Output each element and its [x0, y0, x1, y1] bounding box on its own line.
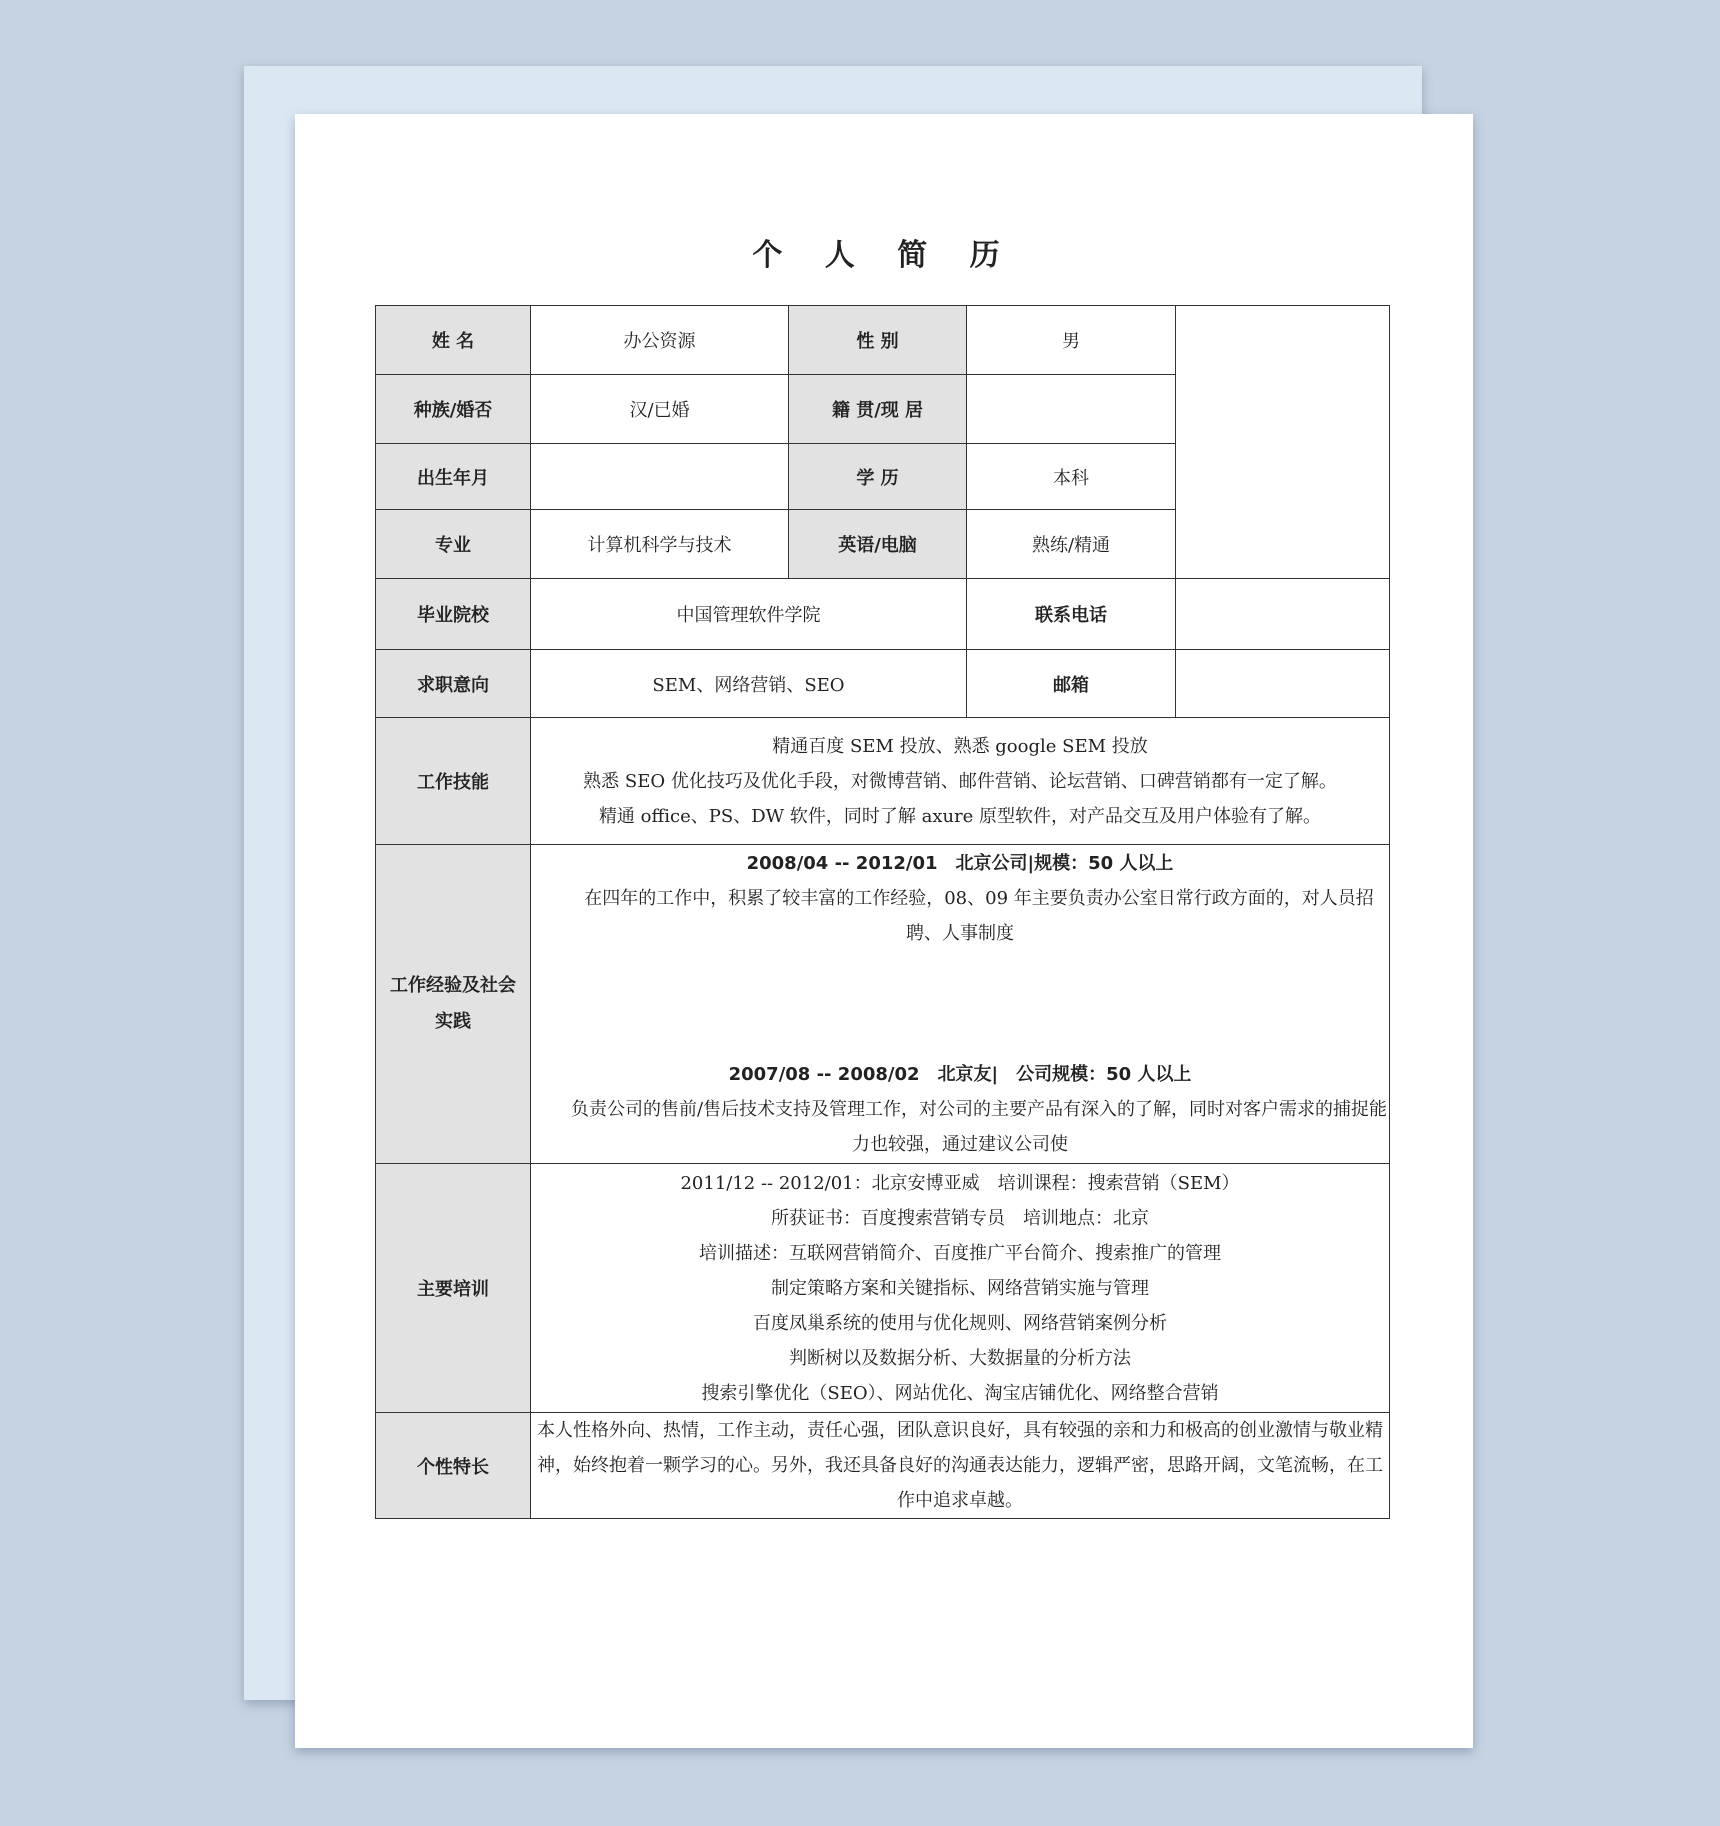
personality-text: 本人性格外向、热情，工作主动，责任心强，团队意识良好，具有较强的亲和力和极高的创业激情与敬业精神，始终抱着一颗学习的心。另外，我还具备良好的沟通表达能力，逻辑严密，思路开阔，文笔流畅，在工作中追求卓越。: [537, 1420, 1383, 1511]
skills-label: 工作技能: [376, 718, 531, 845]
name-value: 办公资源: [531, 306, 789, 375]
gender-label: 性 别: [789, 306, 967, 375]
education-value: 本科: [967, 444, 1176, 510]
training-line: 搜索引擎优化（SEO）、网站优化、淘宝店铺优化、网络整合营销: [701, 1382, 1219, 1404]
personality-label: 个性特长: [376, 1413, 531, 1519]
resume-page: [295, 114, 1473, 1748]
skills-line: 熟悉 SEO 优化技巧及优化手段，对微博营销、邮件营销、论坛营销、口碑营销都有一定了解。: [583, 770, 1337, 792]
experience-label-line2: 实践: [435, 1011, 471, 1032]
email-value: [1176, 650, 1390, 718]
row-school: [376, 579, 1390, 650]
birth-label: 出生年月: [376, 444, 531, 510]
english-label: 英语/电脑: [789, 510, 967, 579]
experience-content: [531, 845, 1390, 1164]
experience-header: 2007/08 -- 2008/02 北京友| 公司规模：50 人以上: [728, 1064, 1192, 1085]
skills-line: 精通 office、PS、DW 软件，同时了解 axure 原型软件，对产品交互及用户体验有了解。: [598, 805, 1322, 827]
phone-label: 联系电话: [967, 579, 1176, 650]
training-label: 主要培训: [376, 1164, 531, 1413]
phone-value: [1176, 579, 1390, 650]
personality-content: [531, 1413, 1390, 1519]
birth-value: [531, 444, 789, 510]
page-title: 个 人 简 历: [752, 238, 1016, 273]
major-value: 计算机科学与技术: [531, 510, 789, 579]
intent-label: 求职意向: [376, 650, 531, 718]
major-label: 专业: [376, 510, 531, 579]
row-name: [376, 306, 1390, 375]
hometown-label: 籍 贯/现 居: [789, 375, 967, 444]
row-training: [376, 1164, 1390, 1413]
experience-text: 在四年的工作中，积累了较丰富的工作经验，08、09 年主要负责办公室日常行政方面的，对人员招聘、人事制度: [584, 888, 1374, 944]
hometown-value: [967, 375, 1176, 444]
training-line: 百度凤巢系统的使用与优化规则、网络营销案例分析: [753, 1312, 1167, 1334]
gender-value: 男: [967, 306, 1176, 375]
experience-text: 负责公司的售前/售后技术支持及管理工作，对公司的主要产品有深入的了解，同时对客户需求的捕捉能力也较强，通过建议公司使: [570, 1099, 1388, 1155]
row-intent: [376, 650, 1390, 718]
training-content: [531, 1164, 1390, 1413]
row-experience: [376, 845, 1390, 1164]
training-line: 制定策略方案和关键指标、网络营销实施与管理: [771, 1277, 1149, 1299]
training-line: 所获证书：百度搜索营销专员 培训地点：北京: [771, 1207, 1149, 1229]
email-label: 邮箱: [967, 650, 1176, 718]
school-label: 毕业院校: [376, 579, 531, 650]
intent-value: SEM、网络营销、SEO: [531, 650, 967, 718]
training-line: 培训描述：互联网营销简介、百度推广平台简介、搜索推广的管理: [699, 1242, 1221, 1264]
skills-content: [531, 718, 1390, 845]
resume-table: [375, 305, 1390, 1519]
experience-header: 2008/04 -- 2012/01 北京公司|规模：50 人以上: [746, 853, 1174, 874]
school-value: 中国管理软件学院: [531, 579, 967, 650]
name-label: 姓 名: [376, 306, 531, 375]
training-line: 2011/12 -- 2012/01：北京安博亚威 培训课程：搜索营销（SEM）: [680, 1172, 1240, 1194]
ethnicity-value: 汉/已婚: [531, 375, 789, 444]
row-personality: [376, 1413, 1390, 1519]
training-line: 判断树以及数据分析、大数据量的分析方法: [789, 1347, 1131, 1369]
photo-box: [1176, 306, 1390, 579]
education-label: 学 历: [789, 444, 967, 510]
experience-label-line1: 工作经验及社会: [390, 975, 516, 996]
skills-line: 精通百度 SEM 投放、熟悉 google SEM 投放: [772, 735, 1148, 757]
ethnicity-label: 种族/婚否: [376, 375, 531, 444]
experience-label: [376, 845, 531, 1164]
row-skills: [376, 718, 1390, 845]
spacer: [531, 951, 1389, 1057]
english-value: 熟练/精通: [967, 510, 1176, 579]
